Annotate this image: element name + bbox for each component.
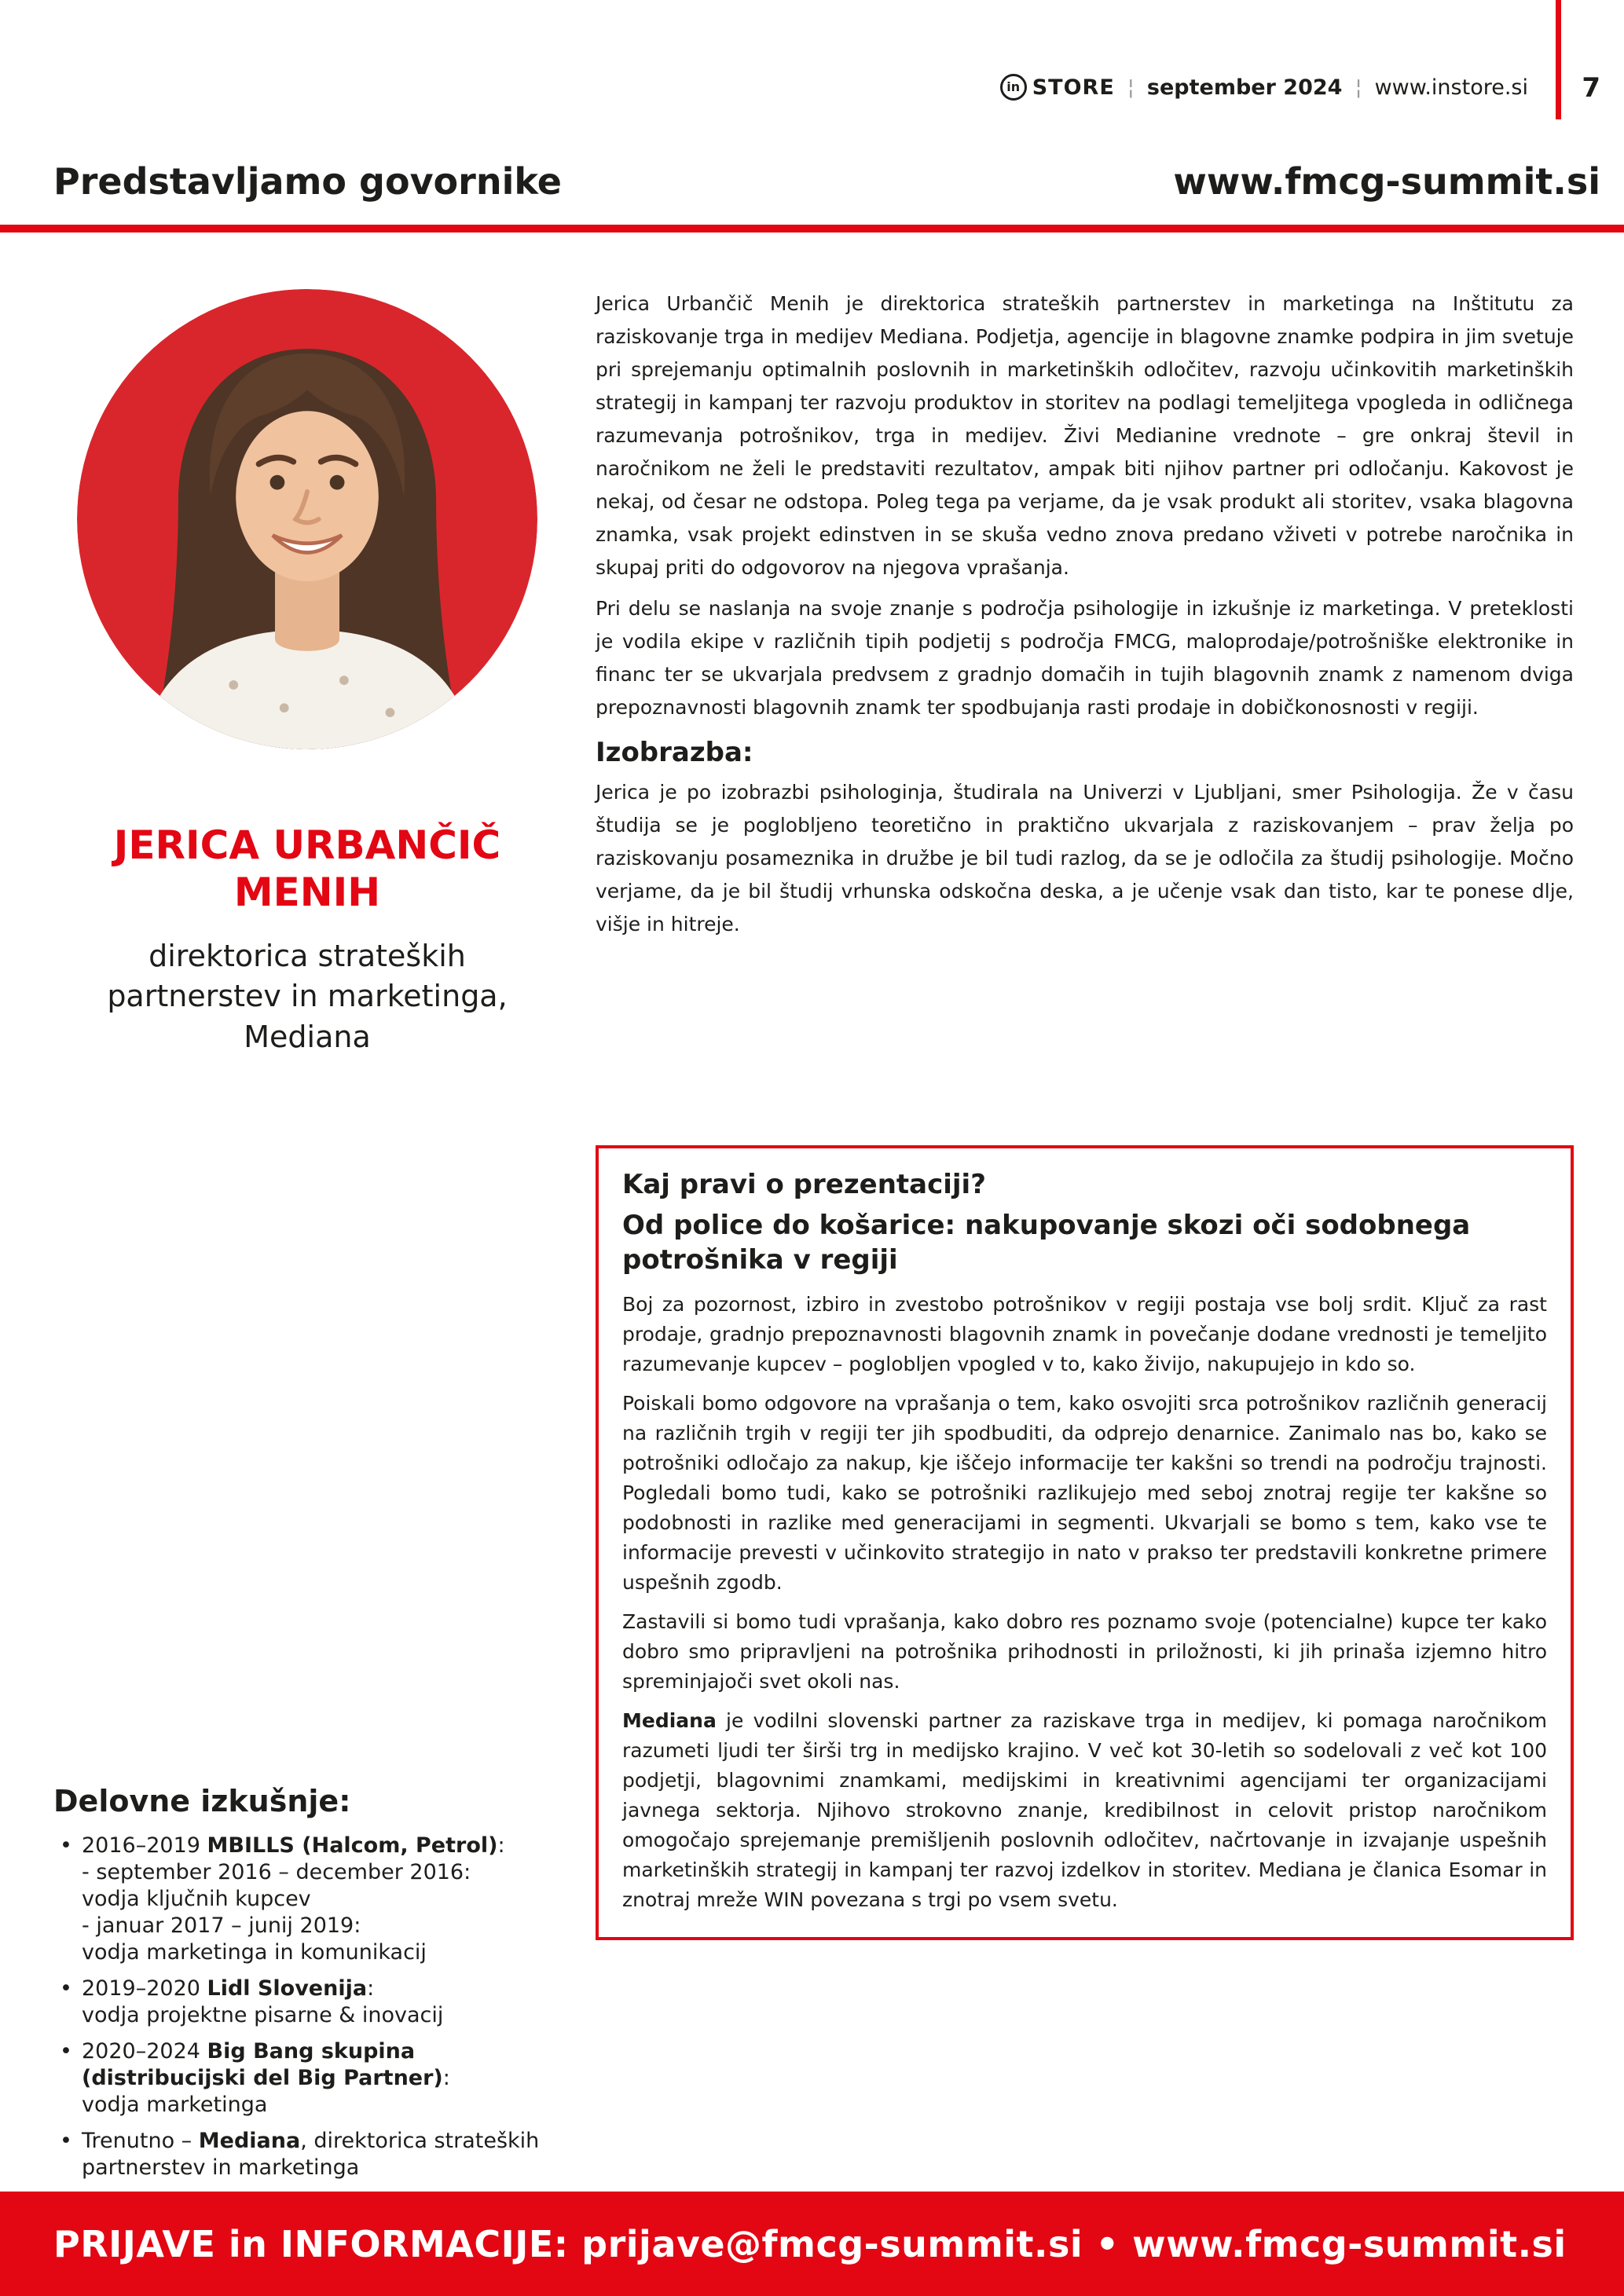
instore-logo-icon: in: [1000, 74, 1027, 101]
profile-photo: [77, 289, 537, 749]
presentation-paragraph: Zastavili si bomo tudi vprašanja, kako dobro res poznamo svoje (potencialne) kupce ter kako dobro smo pripravljeni na potrošnika prihodnosti in priložnosti, ki jih prinaša izjemno hitro spreminjajoči svet okoli nas.: [622, 1610, 1547, 1694]
footer-bar: [0, 2192, 1624, 2296]
red-vertical-divider: [1556, 0, 1561, 119]
presentation-paragraphs: [622, 1290, 1547, 1915]
masthead: [1000, 74, 1528, 101]
experience-heading: Delovne izkušnje:: [53, 1783, 351, 1818]
presentation-box-title: Kaj pravi o prezentaciji?: [622, 1169, 986, 1200]
bio-section: [596, 287, 1574, 941]
page-number: 7: [1582, 72, 1600, 104]
bio-paragraph: Pri delu se naslanja na svoje znanje s področja psihologije in izkušnje iz marketinga. V preteklosti je vodila ekipe v različnih tipih podjetij s področja FMCG, maloprodaje/potrošniške elektronike in financ ter se ukvarjala predvsem z gradnjo domačih in tujih blagovnih znamk z namenom dviga prepoznavnosti blagovnih znamk ter spodbujanja rasti prodaje in dobičkonosnosti v regiji.: [596, 597, 1574, 719]
separator-icon: ¦: [1127, 75, 1135, 100]
presentation-subtitle: Od police do košarice: nakupovanje skozi oči sodobnega potrošnika v regiji: [622, 1210, 1471, 1276]
education-paragraph: Jerica je po izobrazbi psihologinja, študirala na Univerzi v Ljubljani, smer Psihologija. Že v času študija se je poglobljeno teoretično in praktično ukvarjala z raziskovanjem – prav želja po raziskovanju posameznika in družbe je bil tudi razlog, da se je odločila za študij psihologije. Močno verjame, da je bil študij vrhunska odskočna deska, a je učenje vsak dan tisto, kar te ponese dlje, višje in hitreje.: [596, 781, 1574, 936]
footer-contact-text: PRIJAVE in INFORMACIJE: prijave@fmcg-summit.si • www.fmcg-summit.si: [53, 2222, 1567, 2265]
speaker-role: direktorica strateških partnerstev in marketinga, Mediana: [107, 939, 508, 1054]
instore-logo: [1000, 74, 1115, 101]
section-title: Predstavljamo govornike: [53, 160, 562, 203]
red-horizontal-rule: [0, 225, 1624, 233]
magazine-site-url: www.instore.si: [1374, 75, 1528, 100]
separator-icon: ¦: [1355, 75, 1362, 100]
bio-paragraph: Jerica Urbančič Menih je direktorica strateških partnerstev in marketinga na Inštitutu za raziskovanje trga in medijev Mediana. Podjetja, agencije in blagovne znamke podpira in jim svetuje pri sprejemanju optimalnih poslovnih in marketinških odločitev, razvoju učinkovitih marketinških strategij in kampanj ter razvoju produktov in storitev na podlagi temeljitega vpogleda in odličnega razumevanja potrošnikov, trga in medijev. Živi Medianine vrednote – gre onkraj števil in naročnikom ne želi le predstaviti rezultatov, ampak biti njihov partner pri odločanju. Kakovost je nekaj, od česar ne odstopa. Poleg tega pa verjame, da je vsak produkt ali storitev, vsaka blagovna znamka, vsak projekt edinstven in se skuša vedno znova predano vživeti v potrebe naročnika in skupaj priti do odgovorov na njegova vprašanja.: [596, 292, 1574, 579]
event-site-url: www.fmcg-summit.si: [1173, 160, 1600, 203]
presentation-paragraph: Poiskali bomo odgovore na vprašanja o tem, kako osvojiti srca potrošnikov različnih generacij na različnih trgih v regiji ter jih spodbuditi, da odprejo denarnice. Zanimalo nas bo, kako se potrošniki odločajo za nakup, kje iščejo informacije ter kakšni so trendi na področju trajnosti. Pogledali bomo tudi, kako se potrošniki razlikujejo med seboj znotraj regije ter kakšne so podobnosti in razlike med generacijami in segmenti. Ukvarjali se bomo s tem, kako vse te informacije prevesti v učinkovito strategijo in nato v prakso ter predstavili konkretne primere uspešnih zgodb.: [622, 1392, 1547, 1595]
presentation-box: [596, 1145, 1574, 1940]
experience-list: [53, 1833, 561, 2181]
work-experience-section: [53, 1784, 561, 2181]
presentation-paragraph: Mediana je vodilni slovenski partner za raziskave trga in medijev, ki pomaga naročnikom razumeti ljudi ter širši trg in medijsko krajino. V več kot 30-letih so sodelovali z več kot 100 podjetji, blagovnimi znamkami, medijskimi in kreativnimi agencijami ter organizacijami javnega sektorja. Njihovo strokovno znanje, kredibilnost in celovit pristop naročnikom omogočajo sprejemanje premišljenih poslovnih odločitev, načrtovanje in izvajanje uspešnih marketinških strategij in kampanj ter razvoj izdelkov in storitev. Mediana je članica Esomar in znotraj mreže WIN povezana s trgi po vsem svetu.: [622, 1709, 1547, 1912]
bio-column: [596, 276, 1574, 2191]
speaker-name: JERICA URBANČIČ MENIH: [113, 822, 501, 915]
speaker-column: [53, 276, 561, 2191]
section-header: [53, 160, 1600, 203]
magazine-title: STORE: [1032, 75, 1115, 100]
experience-item: • Trenutno – Mediana, direktorica strateških partnerstev in marketinga: [53, 2128, 561, 2181]
main-content: [53, 276, 1574, 2191]
education-heading: Izobrazba:: [596, 737, 753, 768]
experience-item: • 2016–2019 MBILLS (Halcom, Petrol): - september 2016 – december 2016: vodja ključnih kupcev - januar 2017 – junij 2019: vodja marketinga in komunikacij: [53, 1833, 561, 1966]
issue-date: september 2024: [1146, 75, 1343, 100]
experience-item: • 2019–2020 Lidl Slovenija: vodja projektne pisarne & inovacij: [53, 1976, 561, 2029]
experience-item: • 2020–2024 Big Bang skupina (distribucijski del Big Partner): vodja marketinga: [53, 2038, 561, 2118]
presentation-paragraph: Boj za pozornost, izbiro in zvestobo potrošnikov v regiji postaja vse bolj srdit. Ključ za rast prodaje, gradnjo prepoznavnosti blagovnih znamk in povečanje dodane vrednosti je temeljito razumevanje kupcev – poglobljen vpogled v to, kako živijo, nakupujejo in kdo so.: [622, 1293, 1547, 1376]
